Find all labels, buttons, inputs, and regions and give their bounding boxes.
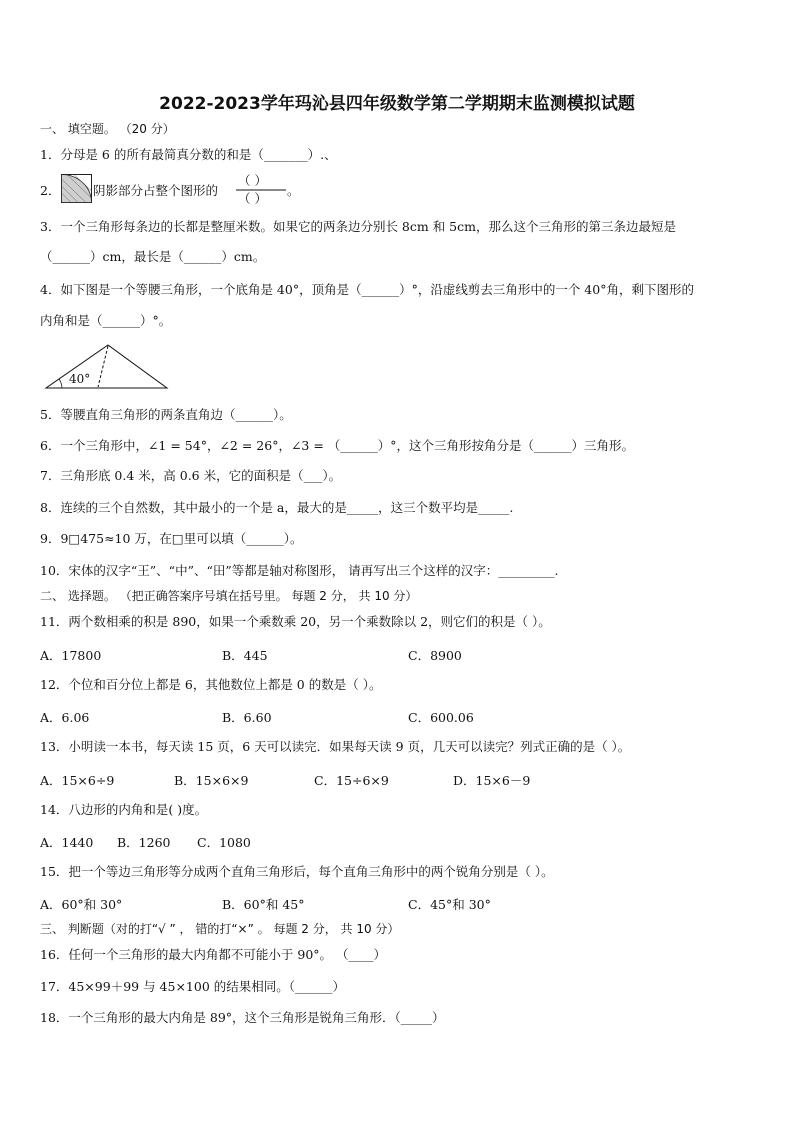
question-8: 8．连续的三个自然数，其中最小的一个是 a，最大的是_____，这三个数平均是_____. bbox=[40, 500, 514, 515]
section-heading-fill: 一、 填空题。 （20 分） bbox=[40, 122, 175, 136]
question-9: 9．9□475≈10 万，在□里可以填（______）。 bbox=[40, 531, 303, 546]
q13-option-d: D．15×6－9 bbox=[453, 773, 531, 788]
q11-option-b: B．445 bbox=[222, 648, 268, 663]
question-3-line-2: （______）cm，最长是（______）cm。 bbox=[40, 249, 266, 264]
question-12: 12．个位和百分位上都是 6，其他数位上都是 0 的数是（ ）。 bbox=[40, 677, 382, 692]
q12-option-a: A．6.06 bbox=[40, 710, 90, 725]
section-heading-judge: 三、 判断题（对的打“√ ” ， 错的打“×” 。 每题 2 分， 共 10 分） bbox=[40, 922, 400, 936]
question-7: 7．三角形底 0.4 米，高 0.6 米，它的面积是（___）。 bbox=[40, 468, 342, 483]
q15-option-c: C．45°和 30° bbox=[408, 897, 491, 912]
question-4-line-1: 4．如下图是一个等腰三角形，一个底角是 40°，顶角是（______）°，沿虚线剪去三角形中的一个 40°角，剩下图形的 bbox=[40, 282, 694, 297]
question-6: 6．一个三角形中，∠1 = 54°，∠2 = 26°，∠3 = （______）°，这个三角形按角分是（______）三角形。 bbox=[40, 438, 635, 453]
question-11: 11．两个数相乘的积是 890，如果一个乘数乘 20，另一个乘数除以 2，则它们的积是（ ）。 bbox=[40, 614, 551, 629]
q12-option-c: C．600.06 bbox=[408, 710, 474, 725]
question-3-line-1: 3．一个三角形每条边的长都是整厘米数。如果它的两条边分别长 8cm 和 5cm，那么这个三角形的第三条边最短是 bbox=[40, 219, 676, 234]
question-15: 15．把一个等边三角形等分成两个直角三角形后，每个直角三角形中的两个锐角分别是（ ）。 bbox=[40, 864, 554, 879]
isosceles-triangle-figure bbox=[44, 343, 170, 391]
q11-option-c: C．8900 bbox=[408, 648, 462, 663]
question-14: 14．八边形的内角和是( )度。 bbox=[40, 802, 208, 817]
quarter-circle-figure bbox=[61, 174, 92, 203]
fraction-denominator: （ ） bbox=[238, 191, 267, 206]
question-16: 16．任何一个三角形的最大内角都不可能小于 90°。 （____） bbox=[40, 947, 387, 962]
question-18: 18．一个三角形的最大内角是 89°，这个三角形是锐角三角形．（_____） bbox=[40, 1010, 445, 1025]
q11-option-a: A．17800 bbox=[40, 648, 102, 663]
q14-option-a: A．1440 bbox=[40, 835, 94, 850]
question-2-end: 。 bbox=[287, 183, 300, 198]
section-heading-choice: 二、 选择题。 （把正确答案序号填在括号里。 每题 2 分， 共 10 分） bbox=[40, 589, 418, 603]
q14-option-b: B．1260 bbox=[117, 835, 171, 850]
q15-option-a: A．60°和 30° bbox=[40, 897, 123, 912]
question-4-line-2: 内角和是（______）°。 bbox=[40, 313, 172, 328]
question-17: 17．45×99＋99 与 45×100 的结果相同。（______） bbox=[40, 979, 346, 994]
q12-option-b: B．6.60 bbox=[222, 710, 272, 725]
question-13: 13．小明读一本书，每天读 15 页，6 天可以读完．如果每天读 9 页，几天可以读完？列式正确的是（ ）。 bbox=[40, 739, 631, 754]
question-2-number: 2． bbox=[40, 183, 61, 198]
question-1: 1．分母是 6 的所有最简真分数的和是（_______）.、 bbox=[40, 147, 337, 162]
q15-option-b: B．60°和 45° bbox=[222, 897, 305, 912]
fraction-numerator: （ ） bbox=[238, 173, 267, 188]
question-5: 5．等腰直角三角形的两条直角边（______）。 bbox=[40, 407, 292, 422]
page-title: 2022-2023学年玛沁县四年级数学第二学期期末监测模拟试题 bbox=[159, 94, 635, 114]
q13-option-b: B．15×6×9 bbox=[174, 773, 249, 788]
q14-option-c: C．1080 bbox=[197, 835, 251, 850]
question-2-text: 阴影部分占整个图形的 bbox=[93, 183, 219, 198]
q13-option-c: C．15÷6×9 bbox=[314, 773, 389, 788]
q13-option-a: A．15×6÷9 bbox=[40, 773, 115, 788]
question-10: 10．宋体的汉字“王”、“中”、“田”等都是轴对称图形， 请再写出三个这样的汉字：_________. bbox=[40, 563, 559, 578]
angle-label: 40° bbox=[69, 372, 91, 386]
